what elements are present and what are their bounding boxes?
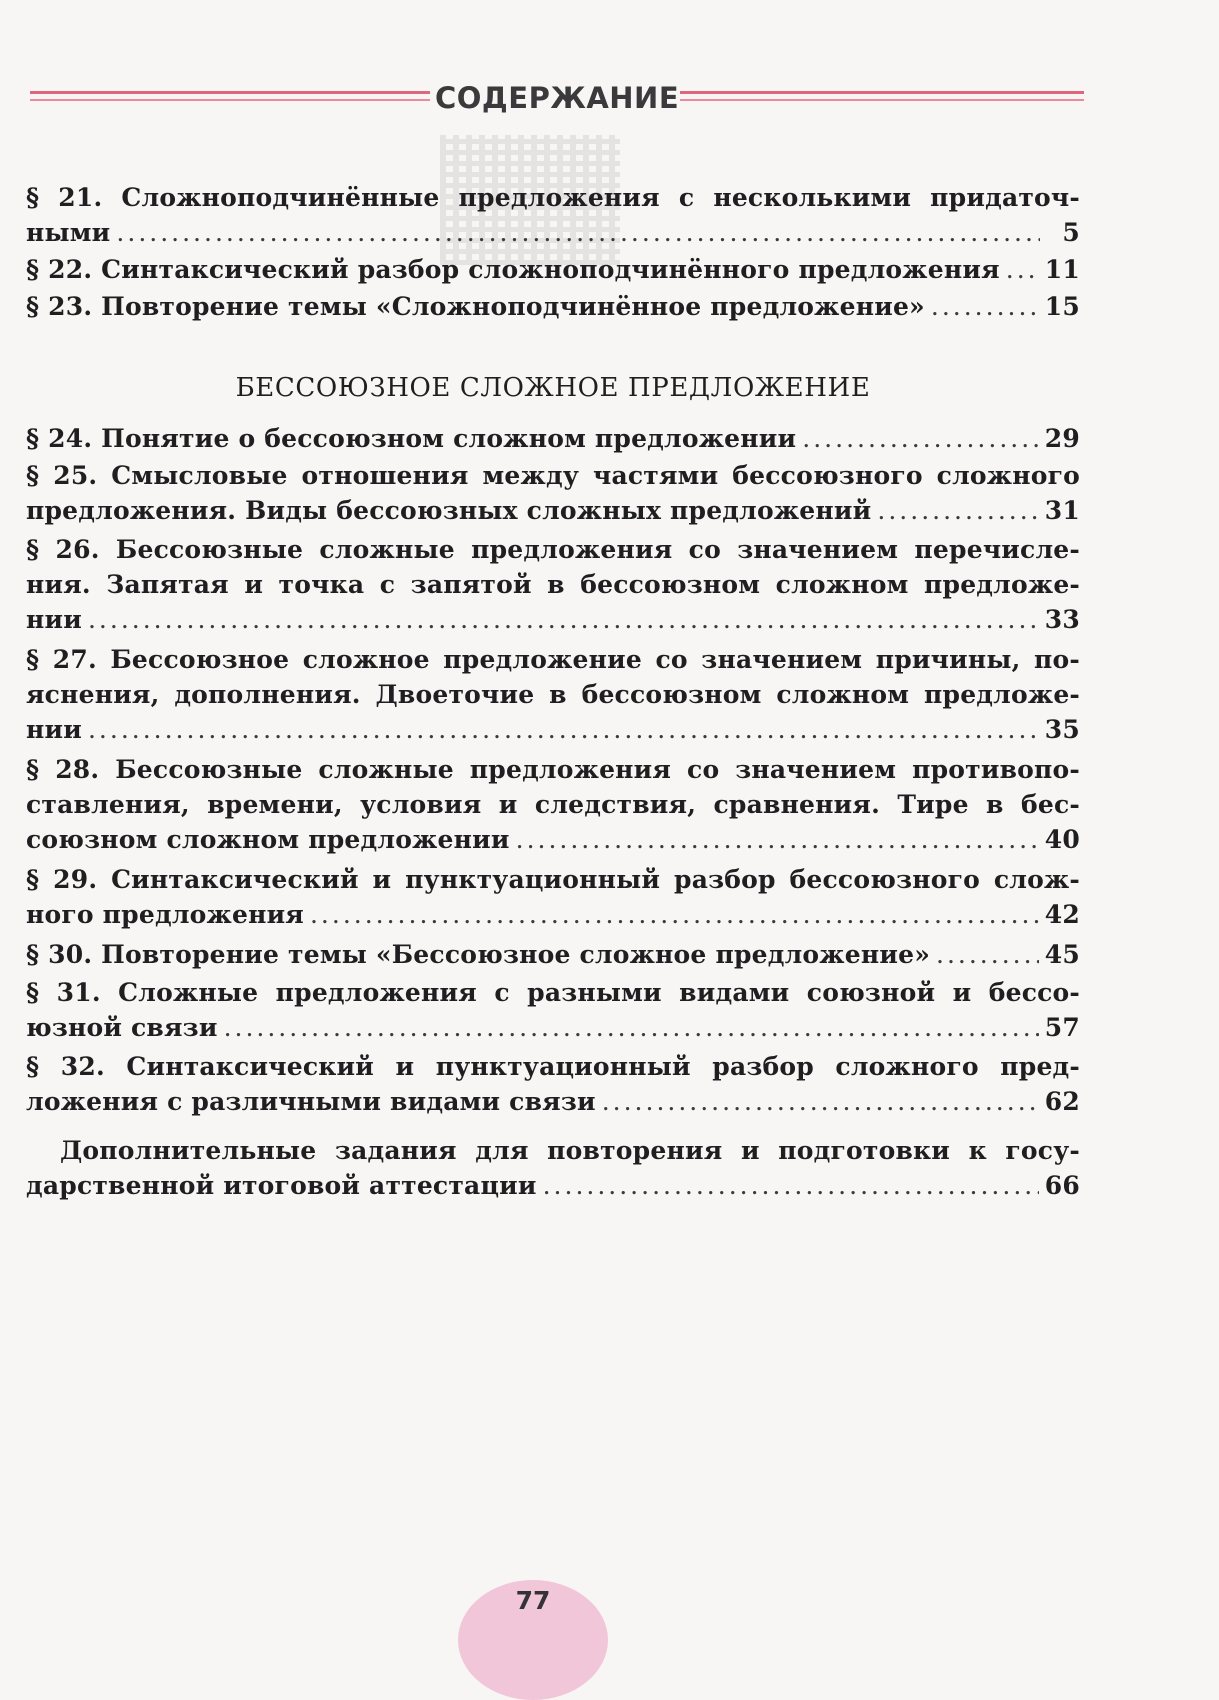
- contents-header: [30, 78, 1084, 118]
- leader-dots: [516, 822, 1039, 857]
- toc-entry-21[interactable]: [26, 180, 1080, 250]
- toc-entry-text: союзном сложном предложении: [26, 825, 510, 854]
- leader-dots: [88, 602, 1039, 637]
- toc-entry-text: § 24. Понятие о бессоюзном сложном предложении: [26, 424, 797, 453]
- toc-page-number: 40: [1044, 825, 1080, 854]
- leader-dots: [1006, 252, 1039, 287]
- toc-entry-text: ного предложения: [26, 900, 304, 929]
- toc-entry-text: § 22. Синтаксический разбор сложноподчинённого предложения: [26, 255, 1000, 284]
- toc-entry-line: § 29. Синтаксический и пунктуационный разбор бессоюзного слож-: [26, 865, 1080, 894]
- toc-entry-text: предложения. Виды бессоюзных сложных предложений: [26, 496, 872, 525]
- toc-entry-line: ставления, времени, условия и следствия, сравнения. Тире в бес-: [26, 790, 1080, 819]
- contents-title: СОДЕРЖАНИЕ: [435, 81, 680, 115]
- leader-dots: [543, 1168, 1039, 1203]
- toc-page-number: 57: [1044, 1013, 1080, 1042]
- toc-entry-31[interactable]: [26, 975, 1080, 1045]
- toc-page-number: 42: [1044, 900, 1080, 929]
- toc-page-number: 29: [1044, 424, 1080, 453]
- toc-page-number: 15: [1044, 292, 1080, 321]
- toc-entry-line: ния. Запятая и точка с запятой в бессоюзном сложном предложе-: [26, 570, 1080, 599]
- toc-entry-27[interactable]: [26, 642, 1080, 747]
- toc-entry-line: § 25. Смысловые отношения между частями бессоюзного сложного: [26, 461, 1080, 490]
- toc-entry-line: § 27. Бессоюзное сложное предложение со значением причины, по-: [26, 645, 1080, 674]
- toc-entry-text: нии: [26, 715, 82, 744]
- toc-page-number: 31: [1044, 496, 1080, 525]
- page-number: 77: [515, 1586, 551, 1615]
- toc-entry-30[interactable]: [26, 937, 1080, 972]
- toc-page-number: 35: [1044, 715, 1080, 744]
- leader-dots: [931, 289, 1039, 324]
- toc-entry-24[interactable]: [26, 421, 1080, 456]
- leader-dots: [224, 1010, 1039, 1045]
- toc-page-number: 5: [1062, 218, 1080, 247]
- leader-dots: [936, 937, 1039, 972]
- toc-entry-28[interactable]: [26, 752, 1080, 857]
- toc-entry-26[interactable]: [26, 532, 1080, 637]
- leader-dots: [802, 421, 1039, 456]
- leader-dots: [602, 1084, 1039, 1119]
- toc-entry-text: дарственной итоговой аттестации: [26, 1171, 537, 1200]
- toc-entry-additional-tasks[interactable]: [26, 1133, 1080, 1203]
- toc-entry-text: § 23. Повторение темы «Сложноподчинённое предложение»: [26, 292, 925, 321]
- toc-entry-line: Дополнительные задания для повторения и подготовки к госу-: [60, 1136, 1080, 1165]
- toc-page-number: 66: [1044, 1171, 1080, 1200]
- toc-entry-text: § 30. Повторение темы «Бессоюзное сложное предложение»: [26, 940, 931, 969]
- toc-entry-line: § 21. Сложноподчинённые предложения с несколькими придаточ-: [26, 183, 1080, 212]
- toc-page-number: 62: [1044, 1087, 1080, 1116]
- toc-entry-32[interactable]: [26, 1049, 1080, 1119]
- toc-entry-line: § 32. Синтаксический и пунктуационный разбор сложного пред-: [26, 1052, 1080, 1081]
- toc-entry-text: ными: [26, 218, 111, 247]
- toc-page-number: 11: [1044, 255, 1080, 284]
- toc-page-number: 33: [1044, 605, 1080, 634]
- toc-entry-line: § 28. Бессоюзные сложные предложения со значением противопо-: [26, 755, 1080, 784]
- toc-entry-29[interactable]: [26, 862, 1080, 932]
- section-heading: БЕССОЮЗНОЕ СЛОЖНОЕ ПРЕДЛОЖЕНИЕ: [235, 373, 871, 403]
- toc-entry-text: ложения с различными видами связи: [26, 1087, 596, 1116]
- toc-entry-25[interactable]: [26, 458, 1080, 528]
- toc-entry-line: § 31. Сложные предложения с разными видами союзной и бессо-: [26, 978, 1080, 1007]
- toc-entry-text: юзной связи: [26, 1013, 218, 1042]
- toc-entry-line: § 26. Бессоюзные сложные предложения со значением перечисле-: [26, 535, 1080, 564]
- toc-entry-text: нии: [26, 605, 82, 634]
- leader-dots: [88, 712, 1039, 747]
- leader-dots: [877, 493, 1038, 528]
- toc-page-number: 45: [1044, 940, 1080, 969]
- toc-entry-line: яснения, дополнения. Двоеточие в бессоюзном сложном предложе-: [26, 680, 1080, 709]
- toc-entry-22[interactable]: [26, 252, 1080, 287]
- toc-entry-23[interactable]: [26, 289, 1080, 324]
- header-rule-left: [30, 91, 430, 103]
- leader-dots: [310, 897, 1039, 932]
- header-rule-right: [680, 91, 1084, 103]
- leader-dots: [116, 215, 1040, 250]
